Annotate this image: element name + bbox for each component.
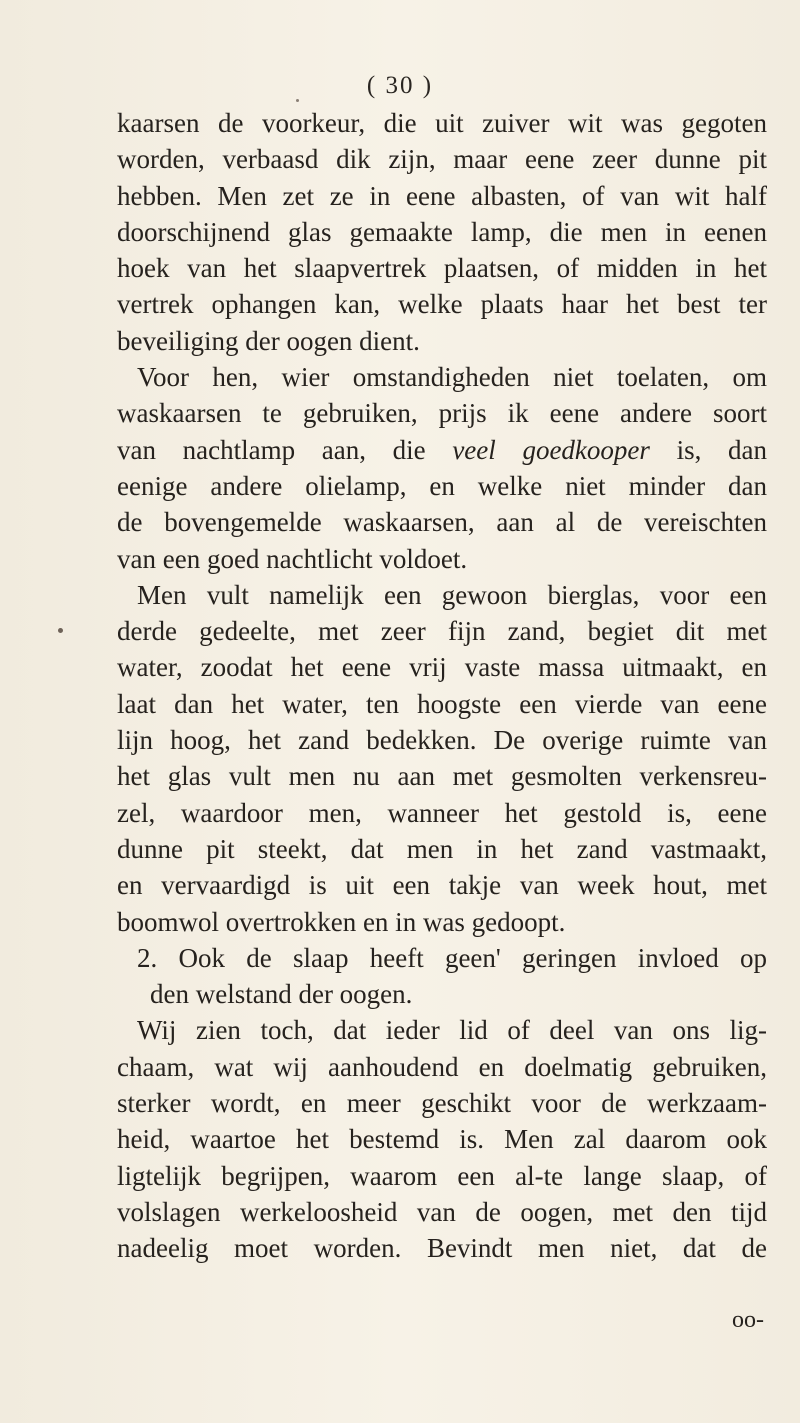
italic-phrase: veel goedkooper	[452, 434, 650, 465]
text-line: worden, verbaasd dik zijn, maar eene zeer dunne pit	[117, 144, 767, 175]
text-line: en vervaardigd is uit een takje van week hout, met	[117, 870, 767, 901]
text-line: den welstand der oogen.	[150, 979, 413, 1010]
page-number: ( 30 )	[366, 72, 434, 99]
text-line: beveiliging der oogen dient.	[117, 325, 420, 356]
text-line: kaarsen de voorkeur, die uit zuiver wit was gegoten	[117, 108, 767, 138]
text-line: eenige andere olielamp, en welke niet minder dan	[117, 470, 767, 501]
text-line: nadeelig moet worden. Bevindt men niet, dat de	[117, 1233, 767, 1264]
text-line: van een goed nachtlicht voldoet.	[117, 543, 468, 574]
text-line: 2. Ook de slaap heeft geen' geringen invloed op	[137, 942, 767, 973]
catchword: oo-	[732, 1307, 764, 1333]
text-line: ligtelijk begrijpen, waarom een al-te lange slaap, of	[117, 1160, 767, 1191]
text-line: chaam, wat wij aanhoudend en doelmatig gebruiken,	[117, 1051, 767, 1082]
text-line: Voor hen, wier omstandigheden niet toelaten, om	[137, 362, 767, 393]
text-line: van nachtlamp aan, die veel goedkooper is, dan	[117, 434, 767, 465]
text-line: Men vult namelijk een gewoon bierglas, voor een	[137, 579, 767, 610]
text-line: waskaarsen te gebruiken, prijs ik eene andere soort	[117, 398, 767, 429]
text-line: boomwol overtrokken en in was gedoopt.	[117, 906, 566, 937]
ink-speck	[296, 99, 299, 102]
text-line: sterker wordt, en meer geschikt voor de werkzaam-	[117, 1088, 767, 1119]
text-line: zel, waardoor men, wanneer het gestold is, eene	[117, 797, 767, 828]
text-line: de bovengemelde waskaarsen, aan al de vereischten	[117, 507, 767, 538]
text-line: heid, waartoe het bestemd is. Men zal daarom ook	[117, 1124, 767, 1155]
body-text	[117, 105, 767, 1267]
text-line: volslagen werkeloosheid van de oogen, met den tijd	[117, 1196, 767, 1227]
text-line: vertrek ophangen kan, welke plaats haar het best ter	[117, 289, 767, 320]
text-line: lijn hoog, het zand bedekken. De overige ruimte van	[117, 725, 767, 756]
ink-speck	[58, 628, 63, 633]
text-line: doorschijnend glas gemaakte lamp, die men in eenen	[117, 216, 767, 247]
text-line: hebben. Men zet ze in eene albasten, of van wit half	[117, 180, 767, 211]
text-line: water, zoodat het eene vrij vaste massa uitmaakt, en	[117, 652, 767, 683]
text-line: laat dan het water, ten hoogste een vierde van eene	[117, 688, 767, 719]
text-line: derde gedeelte, met zeer fijn zand, begiet dit met	[117, 616, 767, 647]
text-line: Wij zien toch, dat ieder lid of deel van ons lig-	[137, 1015, 767, 1046]
text-line: hoek van het slaapvertrek plaatsen, of midden in het	[117, 253, 767, 284]
text-line: het glas vult men nu aan met gesmolten verkensreu-	[117, 761, 767, 792]
text-line: dunne pit steekt, dat men in het zand vastmaakt,	[117, 833, 767, 864]
